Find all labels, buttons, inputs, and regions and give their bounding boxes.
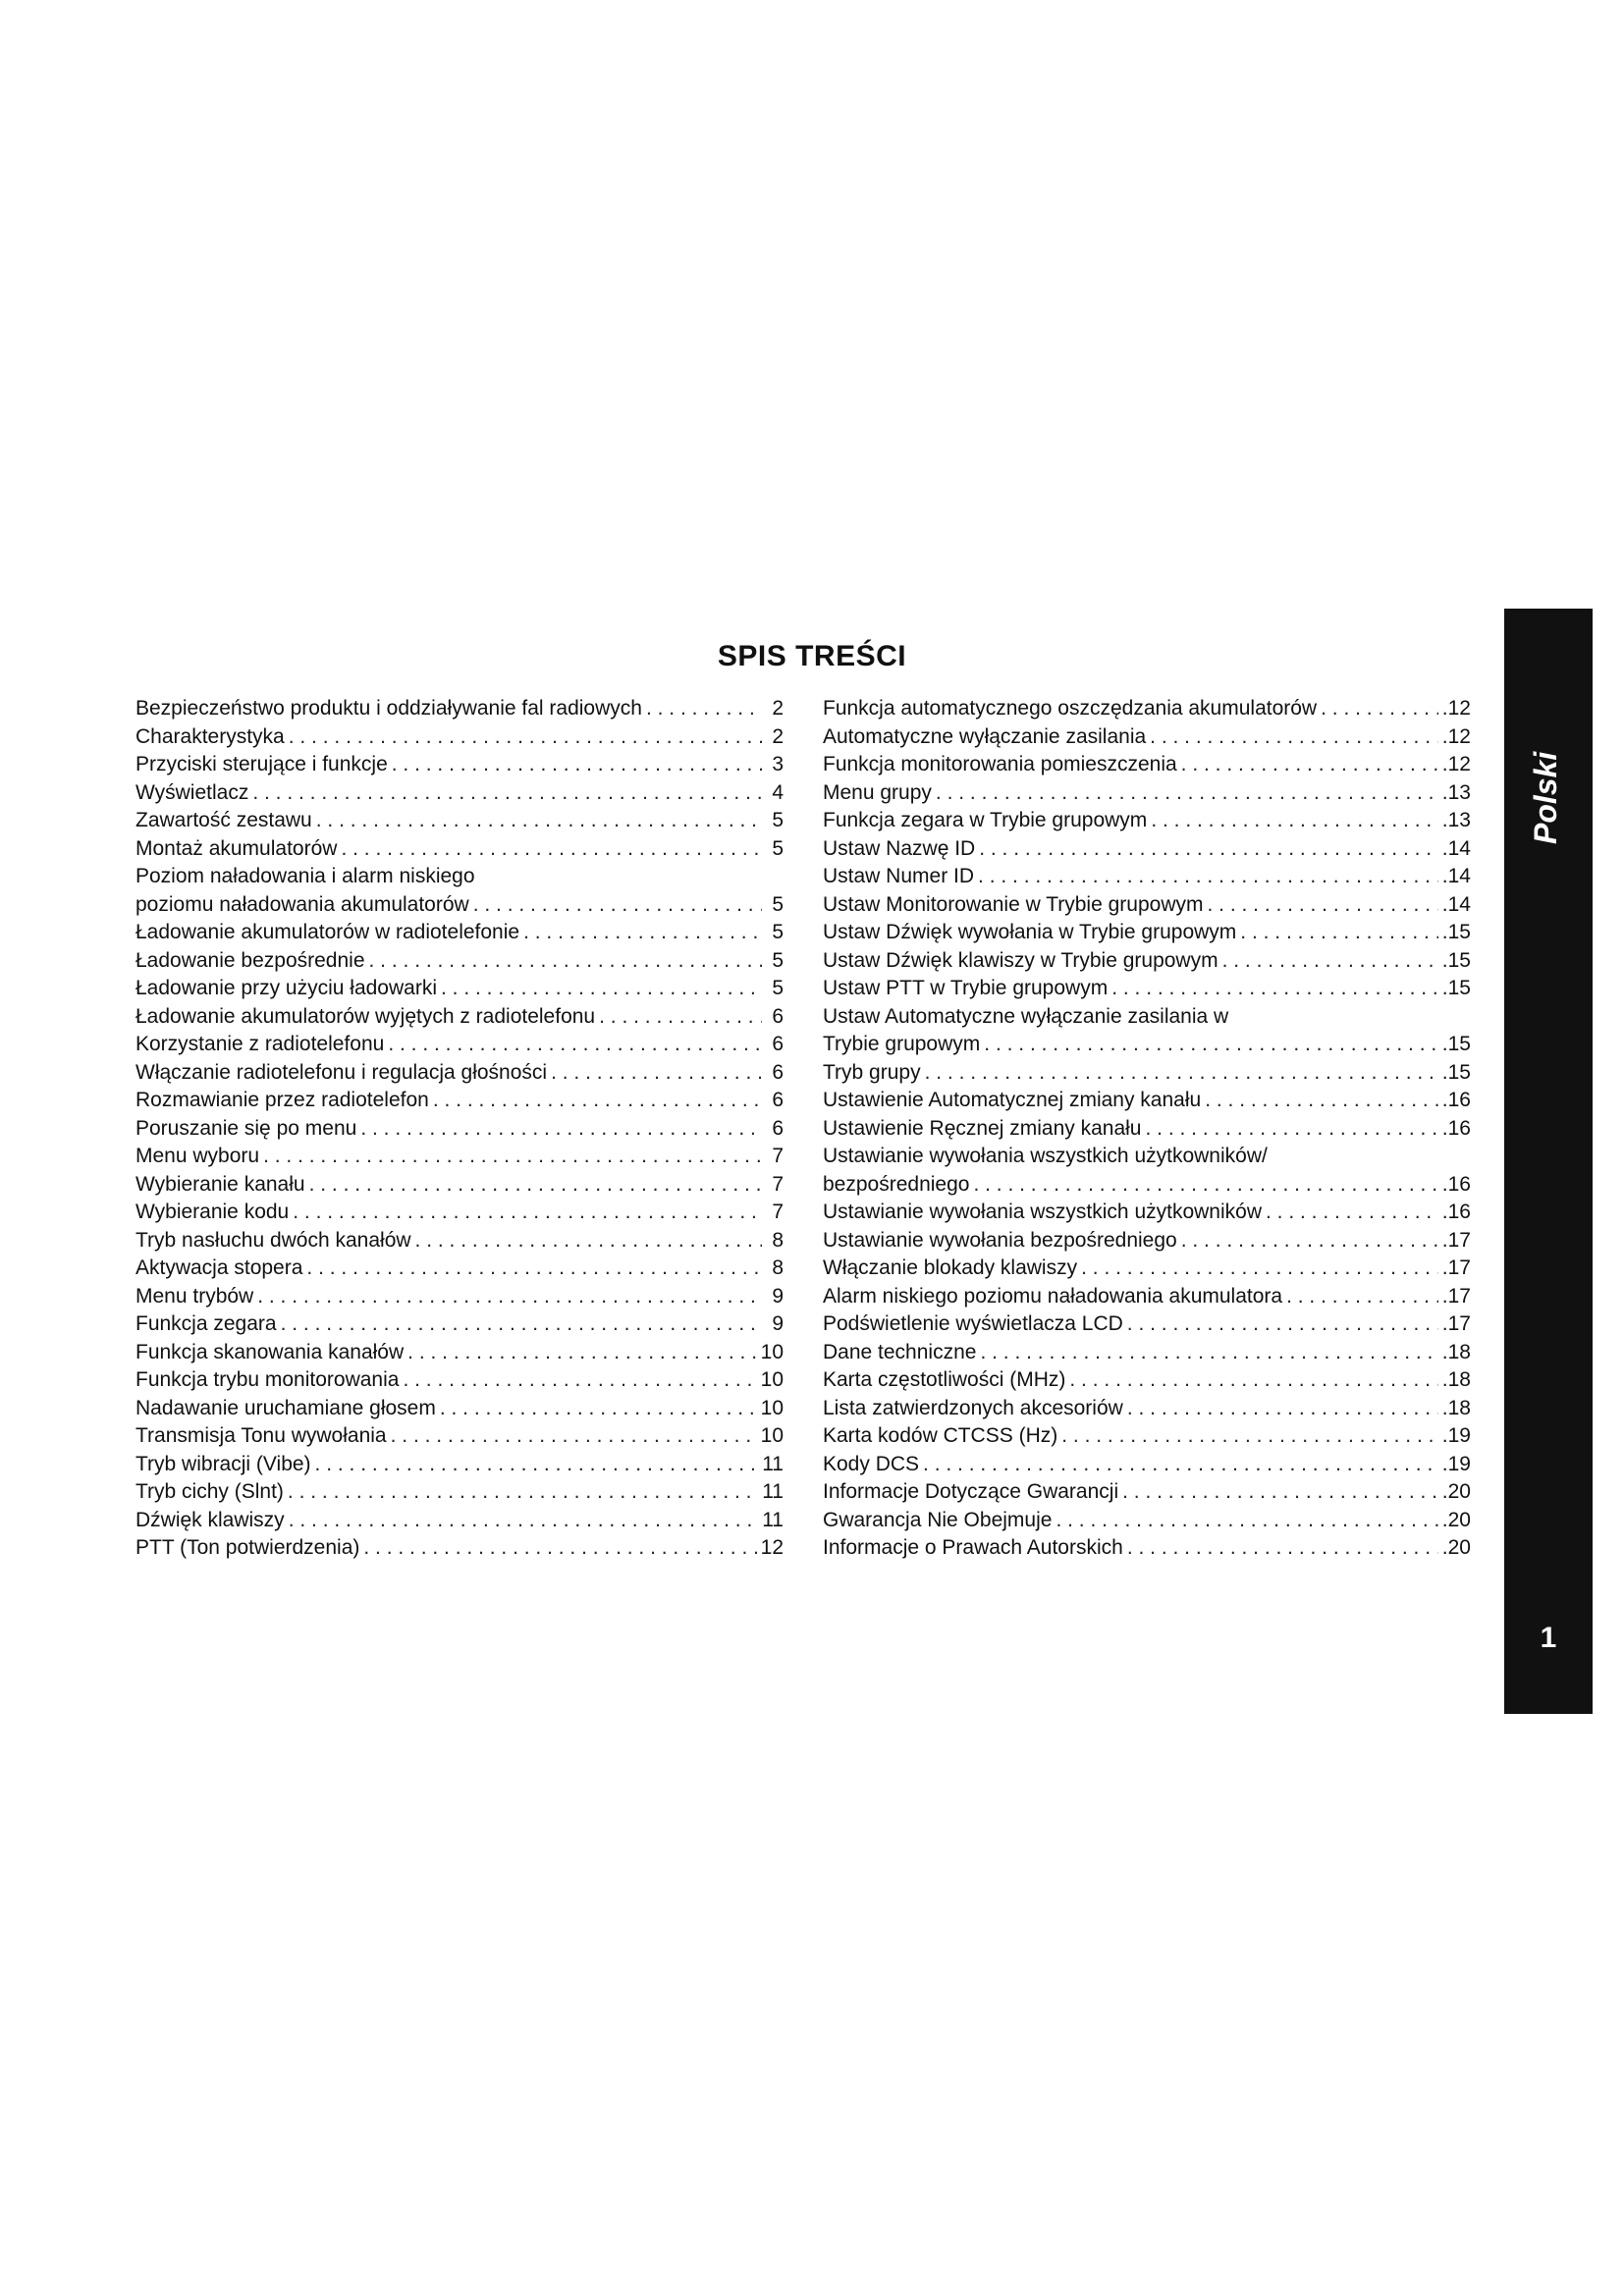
- toc-entry-page: .12: [1441, 753, 1471, 775]
- toc-entry-label: Transmisja Tonu wywołania: [135, 1424, 387, 1447]
- toc-entry-label: Menu trybów: [135, 1284, 254, 1308]
- toc-left-column: [135, 695, 784, 1563]
- toc-entry-page: .15: [1441, 1060, 1471, 1084]
- toc-entry-label: Funkcja zegara: [135, 1312, 277, 1335]
- toc-leader-dots: [978, 863, 1438, 891]
- toc-entry-label: Ustaw Monitorowanie w Trybie grupowym: [823, 892, 1204, 916]
- toc-entry-label: Wybieranie kanału: [135, 1172, 305, 1196]
- toc-entry-label: Zawartość zestawu: [135, 809, 312, 831]
- toc-entry: [135, 1310, 784, 1339]
- toc-entry-label: Gwarancja Nie Obejmuje: [823, 1508, 1053, 1531]
- toc-entry-page: 7: [772, 1145, 784, 1167]
- toc-leader-dots: [388, 1031, 762, 1059]
- toc-entry-label: PTT (Ton potwierdzenia): [135, 1536, 360, 1559]
- toc-leader-dots: [1127, 1310, 1438, 1339]
- toc-entry-page: .16: [1441, 1116, 1471, 1140]
- toc-leader-dots: [1181, 751, 1438, 779]
- toc-leader-dots: [369, 947, 762, 976]
- toc-entry-label: Włączanie blokady klawiszy: [823, 1256, 1078, 1279]
- toc-leader-dots: [599, 1003, 762, 1032]
- toc-leader-dots: [1150, 723, 1438, 752]
- toc-entry-page: .15: [1441, 977, 1471, 999]
- toc-entry-label: Menu grupy: [823, 780, 932, 804]
- toc-entry-label: Nadawanie uruchamiane głosem: [135, 1396, 436, 1419]
- toc-entry-page: 5: [772, 948, 784, 972]
- toc-entry: [823, 1366, 1471, 1395]
- toc-entry-page: .17: [1441, 1256, 1471, 1279]
- toc-leader-dots: [289, 723, 762, 752]
- toc-entry-label: Poruszanie się po menu: [135, 1116, 357, 1140]
- toc-leader-dots: [473, 891, 762, 920]
- toc-entry: [823, 1422, 1471, 1451]
- toc-entry-label: Rozmawianie przez radiotelefon: [135, 1089, 429, 1111]
- toc-entry-page: 7: [772, 1201, 784, 1223]
- toc-entry: [823, 751, 1471, 779]
- toc-leader-dots: [288, 1478, 758, 1507]
- toc-entry: [135, 1059, 784, 1088]
- toc-entry: [823, 947, 1471, 976]
- toc-leader-dots: [289, 1507, 759, 1535]
- toc-entry-label: Informacje o Prawach Autorskich: [823, 1536, 1123, 1559]
- toc-leader-dots: [1222, 947, 1438, 976]
- toc-entry-page: 10: [760, 1340, 784, 1363]
- toc-entry-page: .17: [1441, 1284, 1471, 1308]
- toc-entry-label: Korzystanie z radiotelefonu: [135, 1033, 385, 1055]
- toc-entry: [135, 1366, 784, 1395]
- toc-entry-label: Funkcja trybu monitorowania: [135, 1368, 400, 1391]
- toc-entry-label: Ustaw Dźwięk wywołania w Trybie grupowym: [823, 921, 1237, 943]
- toc-entry-label: Tryb grupy: [823, 1060, 921, 1084]
- toc-entry-page: 6: [772, 1116, 784, 1140]
- toc-leader-dots: [980, 1339, 1437, 1367]
- toc-leader-dots: [315, 1451, 759, 1479]
- toc-leader-dots: [252, 779, 762, 808]
- toc-entry: [823, 835, 1471, 864]
- toc-entry-label: Tryb wibracji (Vibe): [135, 1452, 311, 1475]
- toc-entry: [135, 919, 784, 947]
- toc-entry-label: Karta częstotliwości (MHz): [823, 1368, 1066, 1391]
- toc-entry-label: Ustawianie wywołania wszystkich użytkowników/: [823, 1145, 1268, 1167]
- toc-entry-page: 10: [760, 1368, 784, 1391]
- toc-leader-dots: [1127, 1534, 1438, 1563]
- toc-entry-page: .14: [1441, 865, 1471, 887]
- toc-entry-page: 6: [772, 1033, 784, 1055]
- toc-entry-label: Charakterystyka: [135, 724, 285, 748]
- toc-entry-page: .13: [1441, 809, 1471, 831]
- toc-leader-dots: [973, 1171, 1437, 1200]
- toc-entry-label: Ustaw Numer ID: [823, 865, 975, 887]
- toc-entry-page: 4: [772, 780, 784, 804]
- toc-entry: [823, 1199, 1471, 1227]
- toc-leader-dots: [1146, 1115, 1438, 1144]
- toc-entry-page: 10: [760, 1396, 784, 1419]
- toc-entry-page: .20: [1441, 1536, 1471, 1559]
- toc-entry: [135, 695, 784, 723]
- toc-entry-label: Ładowanie przy użyciu ładowarki: [135, 977, 437, 999]
- toc-leader-dots: [360, 1115, 762, 1144]
- toc-entry: [823, 1395, 1471, 1423]
- toc-entry-page: 6: [772, 1060, 784, 1084]
- toc-entry-page: .19: [1441, 1424, 1471, 1447]
- toc-entry-label: Wybieranie kodu: [135, 1201, 290, 1223]
- toc-entry: [135, 975, 784, 1003]
- toc-entry-label: Tryb nasłuchu dwóch kanałów: [135, 1228, 411, 1252]
- toc-leader-dots: [984, 1031, 1438, 1059]
- toc-entry-page: .15: [1441, 948, 1471, 972]
- toc-entry: [135, 1087, 784, 1115]
- toc-entry: [135, 1199, 784, 1227]
- toc-entry-label: bezpośredniego: [823, 1172, 970, 1196]
- toc-entry: [135, 1422, 784, 1451]
- toc-entry-page: 5: [772, 809, 784, 831]
- toc-entry: [823, 695, 1471, 723]
- toc-leader-dots: [1056, 1507, 1437, 1535]
- toc-entry-label: Bezpieczeństwo produktu i oddziaływanie fal radiowych: [135, 697, 642, 720]
- toc-entry: [823, 1339, 1471, 1367]
- toc-leader-dots: [403, 1366, 756, 1395]
- toc-entry-label: Karta kodów CTCSS (Hz): [823, 1424, 1058, 1447]
- toc-entry-page: .14: [1441, 836, 1471, 860]
- toc-entry-page: 5: [772, 977, 784, 999]
- toc-entry-label: Podświetlenie wyświetlacza LCD: [823, 1312, 1123, 1335]
- toc-entry: [135, 1255, 784, 1283]
- toc-entry-label: Ustawienie Automatycznej zmiany kanału: [823, 1089, 1202, 1111]
- toc-entry: [823, 891, 1471, 920]
- toc-entry-label: Ustaw Automatyczne wyłączanie zasilania w: [823, 1004, 1229, 1028]
- toc-entry-page: .18: [1441, 1396, 1471, 1419]
- toc-entry-page: .18: [1441, 1340, 1471, 1363]
- toc-entry-label: Włączanie radiotelefonu i regulacja głośności: [135, 1060, 548, 1084]
- toc-entry: [135, 947, 784, 976]
- toc-entry-page: .16: [1441, 1089, 1471, 1111]
- toc-entry-page: 5: [772, 836, 784, 860]
- toc-entry: [135, 1395, 784, 1423]
- toc-entry: [823, 807, 1471, 835]
- toc-entry-page: 8: [772, 1256, 784, 1279]
- toc-entry-page: .18: [1441, 1368, 1471, 1391]
- toc-entry-page: .15: [1441, 921, 1471, 943]
- toc-entry-page: .17: [1441, 1312, 1471, 1335]
- toc-entry: [135, 1507, 784, 1535]
- toc-entry-page: .14: [1441, 892, 1471, 916]
- toc-entry-label: Alarm niskiego poziomu naładowania akumulatora: [823, 1284, 1283, 1308]
- toc-entry-label: Ustaw Dźwięk klawiszy w Trybie grupowym: [823, 948, 1218, 972]
- toc-leader-dots: [1127, 1395, 1438, 1423]
- toc-entry: [823, 1143, 1471, 1171]
- toc-leader-dots: [551, 1059, 762, 1088]
- toc-entry-page: 6: [772, 1089, 784, 1111]
- toc-leader-dots: [925, 1059, 1438, 1088]
- toc-entry-label: Przyciski sterujące i funkcje: [135, 753, 388, 775]
- toc-entry: [823, 1310, 1471, 1339]
- toc-entry: [823, 723, 1471, 752]
- toc-entry: [135, 1451, 784, 1479]
- toc-entry-page: 3: [772, 753, 784, 775]
- toc-entry-page: .16: [1441, 1172, 1471, 1196]
- toc-entry-page: .15: [1441, 1033, 1471, 1055]
- toc-entry-page: .13: [1441, 780, 1471, 804]
- toc-leader-dots: [1069, 1366, 1437, 1395]
- toc-right-column: [823, 695, 1471, 1563]
- toc-entry: [135, 1478, 784, 1507]
- toc-entry-page: 2: [772, 697, 784, 720]
- toc-entry: [823, 1478, 1471, 1507]
- toc-leader-dots: [263, 1143, 762, 1171]
- toc-entry-page: 2: [772, 724, 784, 748]
- toc-entry: [135, 1227, 784, 1255]
- toc-entry-label: Wyświetlacz: [135, 780, 249, 804]
- toc-leader-dots: [1122, 1478, 1438, 1507]
- toc-entry-page: .12: [1441, 697, 1471, 720]
- toc-entry-label: Funkcja skanowania kanałów: [135, 1340, 405, 1363]
- toc-entry: [823, 1283, 1471, 1311]
- toc-leader-dots: [433, 1087, 762, 1115]
- toc-leader-dots: [391, 1422, 757, 1451]
- toc-leader-dots: [979, 835, 1438, 864]
- toc-entry-label: Ustaw PTT w Trybie grupowym: [823, 977, 1109, 999]
- toc-entry-page: 11: [762, 1480, 784, 1503]
- toc-entry-label: Automatyczne wyłączanie zasilania: [823, 724, 1147, 748]
- toc-entry-page: .12: [1441, 724, 1471, 748]
- toc-leader-dots: [1205, 1087, 1438, 1115]
- toc-leader-dots: [1111, 975, 1438, 1003]
- toc-entry: [135, 1171, 784, 1200]
- toc-entry-label: Montaż akumulatorów: [135, 836, 338, 860]
- toc-entry-label: Tryb cichy (Slnt): [135, 1480, 284, 1503]
- toc-leader-dots: [646, 695, 762, 723]
- toc-leader-dots: [1151, 807, 1437, 835]
- toc-leader-dots: [341, 835, 762, 864]
- toc-leader-dots: [1266, 1199, 1438, 1227]
- toc-entry-page: 11: [762, 1508, 784, 1531]
- toc-entry: [823, 1507, 1471, 1535]
- toc-entry-page: 5: [772, 892, 784, 916]
- toc-entry: [135, 891, 784, 920]
- toc-entry-label: Informacje Dotyczące Gwarancji: [823, 1480, 1119, 1503]
- toc-entry: [135, 723, 784, 752]
- toc-leader-dots: [1321, 695, 1438, 723]
- toc-entry-label: Dźwięk klawiszy: [135, 1508, 285, 1531]
- toc-entry-page: 8: [772, 1228, 784, 1252]
- toc-entry-label: Aktywacja stopera: [135, 1256, 303, 1279]
- toc-entry-label: Funkcja monitorowania pomieszczenia: [823, 753, 1177, 775]
- toc-entry: [135, 1115, 784, 1144]
- toc-entry-page: .17: [1441, 1228, 1471, 1252]
- toc-entry: [135, 1534, 784, 1563]
- toc-leader-dots: [316, 807, 762, 835]
- toc-entry: [135, 779, 784, 808]
- toc-leader-dots: [1181, 1227, 1438, 1255]
- toc-entry-page: .19: [1441, 1452, 1471, 1475]
- toc-entry: [823, 975, 1471, 1003]
- toc-entry-page: 7: [772, 1172, 784, 1196]
- toc-entry-label: Ładowanie akumulatorów wyjętych z radiotelefonu: [135, 1004, 596, 1028]
- toc-entry-page: 9: [772, 1284, 784, 1308]
- toc-entry-label: Dane techniczne: [823, 1340, 977, 1363]
- toc-entry: [823, 1115, 1471, 1144]
- toc-entry: [823, 863, 1471, 891]
- toc-entry-label: Kody DCS: [823, 1452, 920, 1475]
- toc-entry-label: Ustawienie Ręcznej zmiany kanału: [823, 1116, 1142, 1140]
- toc-leader-dots: [363, 1534, 756, 1563]
- toc-leader-dots: [281, 1310, 762, 1339]
- toc-entry: [135, 1143, 784, 1171]
- toc-entry: [135, 1339, 784, 1367]
- toc-entry-label: Ustawianie wywołania bezpośredniego: [823, 1228, 1177, 1252]
- toc-leader-dots: [407, 1339, 756, 1367]
- toc-entry-label: Poziom naładowania i alarm niskiego: [135, 865, 475, 887]
- toc-entry: [823, 1451, 1471, 1479]
- toc-leader-dots: [293, 1199, 762, 1227]
- toc-entry: [135, 1031, 784, 1059]
- toc-entry-page: 11: [762, 1452, 784, 1475]
- toc-entry: [823, 1031, 1471, 1059]
- toc-entry: [823, 1087, 1471, 1115]
- toc-entry-label: Lista zatwierdzonych akcesoriów: [823, 1396, 1123, 1419]
- toc-entry-label: Ładowanie bezpośrednie: [135, 948, 365, 972]
- toc-leader-dots: [415, 1227, 762, 1255]
- toc-entry-label: Trybie grupowym: [823, 1033, 981, 1055]
- toc-entry: [823, 1227, 1471, 1255]
- toc-entry-label: poziomu naładowania akumulatorów: [135, 892, 469, 916]
- toc-leader-dots: [306, 1255, 762, 1283]
- toc-entry-page: 9: [772, 1312, 784, 1335]
- toc-leader-dots: [1061, 1422, 1438, 1451]
- toc-entry: [135, 807, 784, 835]
- toc-entry: [823, 919, 1471, 947]
- toc-entry-page: 10: [760, 1424, 784, 1447]
- toc-entry-label: Ustaw Nazwę ID: [823, 836, 976, 860]
- toc-entry-label: Funkcja automatycznego oszczędzania akumulatorów: [823, 697, 1318, 720]
- toc-leader-dots: [1081, 1255, 1438, 1283]
- toc-leader-dots: [309, 1171, 762, 1200]
- page-number: 1: [1540, 1622, 1557, 1654]
- toc-entry: [135, 751, 784, 779]
- toc-leader-dots: [1207, 891, 1437, 920]
- toc-leader-dots: [936, 779, 1438, 808]
- toc-entry: [823, 1059, 1471, 1088]
- toc-entry-label: Ładowanie akumulatorów w radiotelefonie: [135, 921, 520, 943]
- toc-leader-dots: [923, 1451, 1438, 1479]
- page-title: SPIS TREŚCI: [717, 640, 907, 672]
- toc-entry-page: 6: [772, 1004, 784, 1028]
- toc-leader-dots: [523, 919, 762, 947]
- toc-entry-page: 12: [760, 1536, 784, 1559]
- toc-entry: [135, 1283, 784, 1311]
- toc-entry-label: Ustawianie wywołania wszystkich użytkowników: [823, 1201, 1262, 1223]
- toc-entry: [135, 835, 784, 864]
- toc-entry: [823, 779, 1471, 808]
- toc-entry-label: Funkcja zegara w Trybie grupowym: [823, 809, 1148, 831]
- toc-entry: [823, 1255, 1471, 1283]
- toc-leader-dots: [1286, 1283, 1438, 1311]
- toc-entry-page: .20: [1441, 1508, 1471, 1531]
- toc-entry: [823, 1171, 1471, 1200]
- toc-entry-label: Menu wyboru: [135, 1145, 260, 1167]
- toc-entry-page: 5: [772, 921, 784, 943]
- toc-entry-page: .16: [1441, 1201, 1471, 1223]
- toc-leader-dots: [257, 1283, 762, 1311]
- toc-entry-page: .20: [1441, 1480, 1471, 1503]
- toc-entry: [823, 1534, 1471, 1563]
- toc-entry: [135, 1003, 784, 1032]
- toc-leader-dots: [392, 751, 762, 779]
- toc-leader-dots: [1240, 919, 1438, 947]
- toc-entry: [135, 863, 784, 891]
- toc-entry: [823, 1003, 1471, 1032]
- toc-leader-dots: [440, 1395, 757, 1423]
- toc-leader-dots: [441, 975, 762, 1003]
